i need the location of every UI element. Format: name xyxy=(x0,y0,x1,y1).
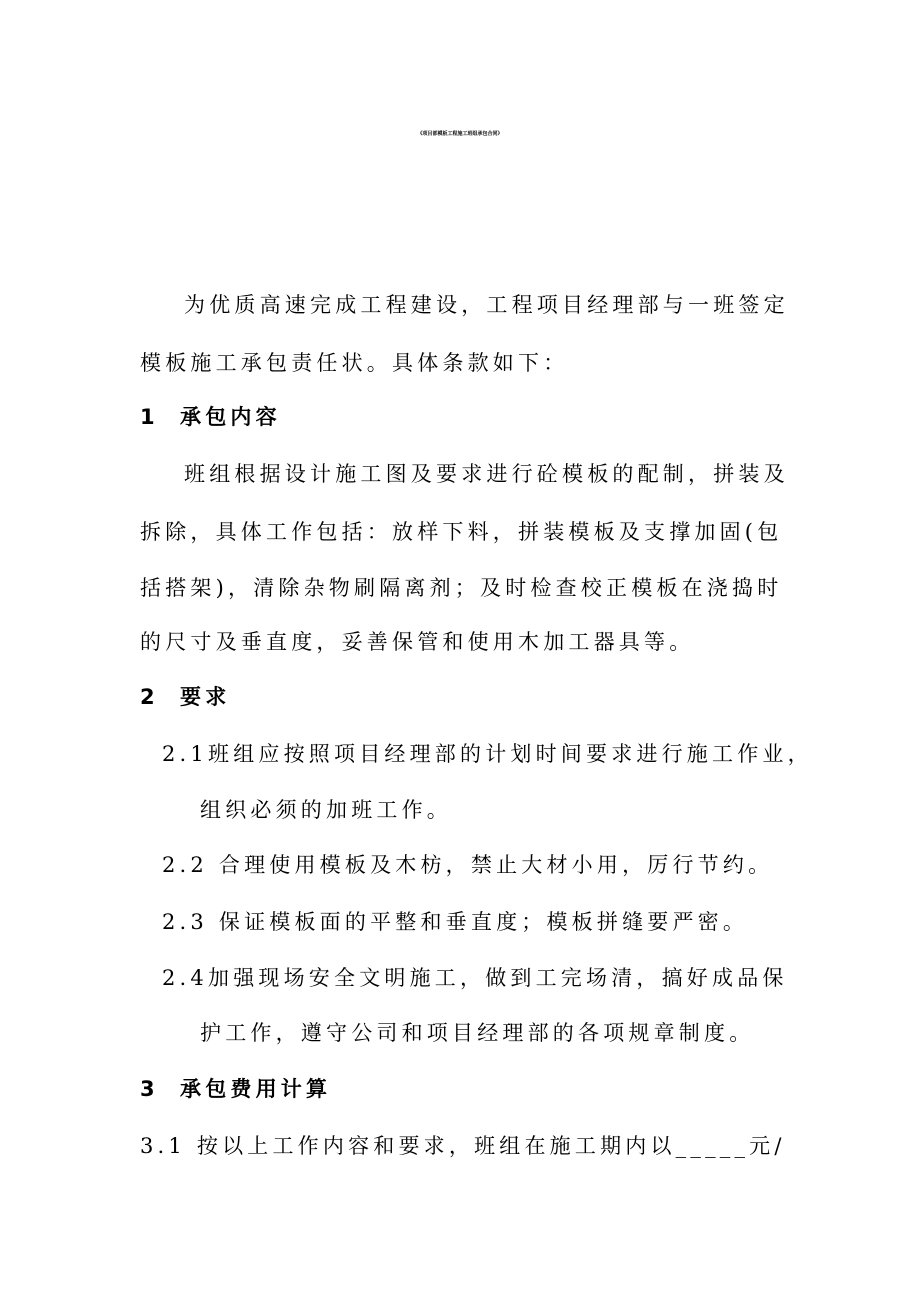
section-3-number: 3 xyxy=(140,1077,159,1101)
section-2-item-1: 2.1班组应按照项目经理部的计划时间要求进行施工作业， xyxy=(162,742,813,766)
intro-line-1: 为优质高速完成工程建设，工程项目经理部与一班签定 xyxy=(184,293,789,317)
document-title: 《项目部模板工程施工班组承包合同》 xyxy=(417,131,503,137)
section-1-line-2: 拆除，具体工作包括：放样下料，拼装模板及支撑加固(包 xyxy=(140,520,783,544)
section-1-line-4: 的尺寸及垂直度，妥善保管和使用木加工器具等。 xyxy=(140,630,695,654)
section-3-title: 承包费用计算 xyxy=(180,1077,332,1101)
section-1-heading xyxy=(140,402,281,432)
section-2-heading xyxy=(140,682,230,712)
section-1-line-3: 括搭架)，清除杂物刷隔离剂；及时检查校正模板在浇捣时 xyxy=(140,576,783,600)
section-2-item-3: 2.3 保证模板面的平整和垂直度；模板拼缝要严密。 xyxy=(162,910,749,934)
section-2-item-4: 2.4加强现场安全文明施工，做到工完场清，搞好成品保 xyxy=(162,966,788,990)
intro-line-2: 模板施工承包责任状。具体条款如下： xyxy=(140,351,569,375)
section-3-heading xyxy=(140,1074,331,1104)
section-3-line-1: 3.1 按以上工作内容和要求，班组在施工期内以_____元/ xyxy=(140,1134,786,1158)
section-2-number: 2 xyxy=(140,685,159,709)
section-2-title: 要求 xyxy=(180,685,231,709)
section-2-item-2: 2.2 合理使用模板及木枋，禁止大材小用，厉行节约。 xyxy=(162,853,774,877)
section-1-number: 1 xyxy=(140,405,159,429)
section-2-item-1-cont: 组织必须的加班工作。 xyxy=(200,798,452,822)
section-1-line-1: 班组根据设计施工图及要求进行砼模板的配制，拼装及 xyxy=(184,462,789,486)
section-2-item-4-cont: 护工作，遵守公司和项目经理部的各项规章制度。 xyxy=(200,1021,755,1045)
section-1-title: 承包内容 xyxy=(180,405,281,429)
